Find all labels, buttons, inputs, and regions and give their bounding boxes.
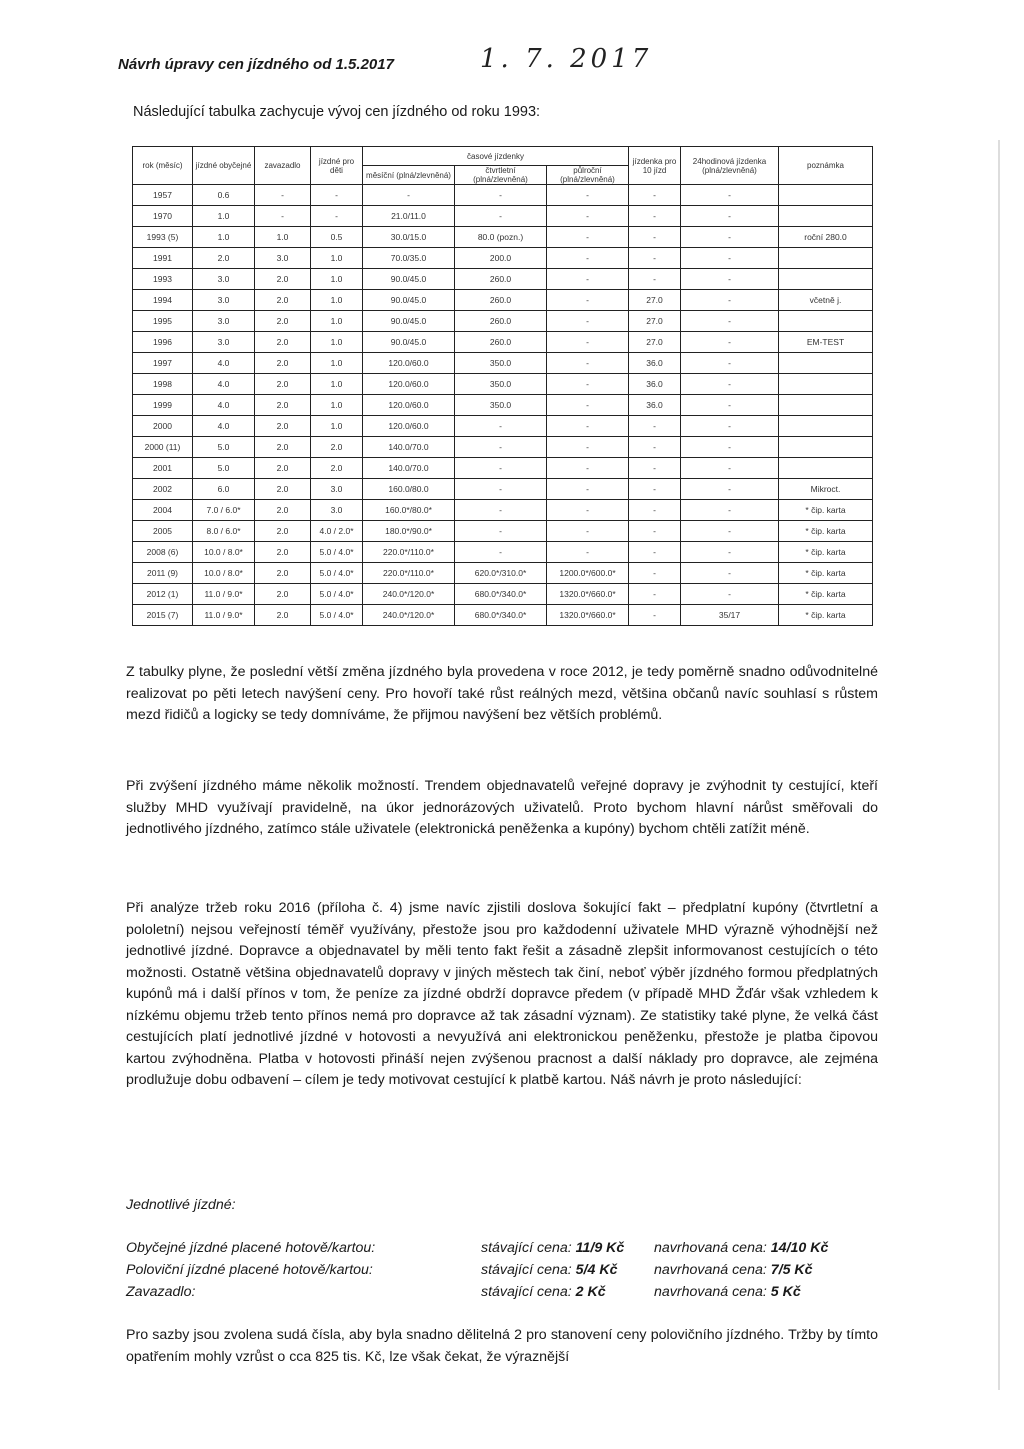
table-cell: 2012 (1): [133, 584, 193, 605]
fare-current: stávající cena: 2 Kč: [481, 1284, 606, 1300]
table-cell: -: [681, 479, 779, 500]
table-cell: -: [681, 311, 779, 332]
table-cell: 1.0: [311, 416, 363, 437]
table-cell: 1.0: [311, 332, 363, 353]
table-cell: 5.0 / 4.0*: [311, 563, 363, 584]
table-cell: -: [547, 206, 629, 227]
table-cell: -: [681, 227, 779, 248]
table-cell: [779, 311, 873, 332]
table-cell: 2.0: [255, 332, 311, 353]
table-cell: 200.0: [455, 248, 547, 269]
table-cell: -: [629, 458, 681, 479]
table-cell: 2.0: [255, 563, 311, 584]
table-cell: 1.0: [311, 395, 363, 416]
table-cell: -: [455, 458, 547, 479]
table-cell: -: [681, 437, 779, 458]
table-cell: 90.0/45.0: [363, 269, 455, 290]
fare-proposed: navrhovaná cena: 5 Kč: [654, 1284, 801, 1300]
table-cell: -: [455, 206, 547, 227]
table-row: [133, 353, 873, 374]
table-cell: 260.0: [455, 311, 547, 332]
table-cell: 2001: [133, 458, 193, 479]
table-cell: 0.6: [193, 185, 255, 206]
table-cell: [779, 269, 873, 290]
table-cell: 36.0: [629, 374, 681, 395]
table-cell: -: [311, 206, 363, 227]
table-cell: 90.0/45.0: [363, 311, 455, 332]
table-cell: 10.0 / 8.0*: [193, 542, 255, 563]
table-row: [133, 479, 873, 500]
table-cell: 3.0: [193, 311, 255, 332]
table-cell: 27.0: [629, 332, 681, 353]
table-cell: 35/17: [681, 605, 779, 626]
table-cell: -: [547, 248, 629, 269]
handwritten-date: 1. 7. 2017: [480, 44, 653, 74]
table-cell: 1996: [133, 332, 193, 353]
table-cell: 2.0: [255, 500, 311, 521]
table-cell: -: [455, 542, 547, 563]
table-cell: 2.0: [255, 353, 311, 374]
table-cell: 1999: [133, 395, 193, 416]
table-cell: 2.0: [193, 248, 255, 269]
table-cell: -: [629, 605, 681, 626]
table-cell: 1.0: [311, 269, 363, 290]
header-poznamka: poznámka: [779, 147, 873, 185]
table-cell: 36.0: [629, 395, 681, 416]
table-cell: 4.0 / 2.0*: [311, 521, 363, 542]
table-row: [133, 269, 873, 290]
table-cell: * čip. karta: [779, 500, 873, 521]
paragraph-3: Při analýze tržeb roku 2016 (příloha č. 4) jsme navíc zjistili doslova šokující fakt – předplatní kupóny (čtvrtletní a pololetní) nejsou veřejností téměř využívány, přestože jsou pro každodenní uživatele MHD výrazně výhodnější než jednotlivé jízdné. Dopravce a objednavatel by měli tento fakt řešit a zásadně zlepšit informovanost cestujících o této možnosti. Ostatně většina objednavatelů dopravy v jiných městech tak činí, neboť výběr jízdného formou předplatných kupónů má i další přínos v tom, že peníze za jízdné obdrží dopravce předem (v případě MHD Žďár však vzhledem k nízkému objemu tržeb tento přínos nemá pro dopravce až tak zásadní význam). Ze statistiky také plyne, že velká část cestujících platí jednotlivé jízdné v hotovosti a nevyužívá ani elektronickou peněženku, přestože je platba čipovou kartou zvýhodněna. Platba v hotovosti přináší nejen zvýšenou pracnost a další náklady pro dopravce, ale zejména prodlužuje dobu odbavení – cílem je tedy motivovat cestující k platbě kartou. Náš návrh je proto následující:: [126, 900, 878, 1088]
table-cell: -: [629, 437, 681, 458]
table-cell: 2011 (9): [133, 563, 193, 584]
table-cell: -: [311, 185, 363, 206]
table-cell: -: [547, 290, 629, 311]
table-cell: 1994: [133, 290, 193, 311]
table-cell: 2.0: [255, 374, 311, 395]
table-cell: 350.0: [455, 353, 547, 374]
table-cell: 1997: [133, 353, 193, 374]
table-row: [133, 311, 873, 332]
table-cell: -: [455, 479, 547, 500]
table-cell: -: [629, 227, 681, 248]
fare-current: stávající cena: 11/9 Kč: [481, 1240, 625, 1256]
table-cell: -: [681, 332, 779, 353]
table-cell: -: [547, 353, 629, 374]
table-cell: -: [681, 563, 779, 584]
table-cell: -: [629, 479, 681, 500]
table-cell: -: [681, 521, 779, 542]
table-cell: -: [681, 458, 779, 479]
header-pulrocni: půlroční (plná/zlevněná): [547, 166, 629, 185]
header-ctvrtletni: čtvrtletní (plná/zlevněná): [455, 166, 547, 185]
fare-name: Poloviční jízdné placené hotově/kartou:: [126, 1262, 373, 1278]
table-cell: -: [629, 563, 681, 584]
table-cell: 2005: [133, 521, 193, 542]
table-cell: -: [629, 500, 681, 521]
table-cell: 27.0: [629, 311, 681, 332]
table-cell: -: [681, 500, 779, 521]
table-cell: * čip. karta: [779, 521, 873, 542]
fare-table-body: [133, 185, 873, 626]
table-cell: 1957: [133, 185, 193, 206]
table-cell: 2.0: [255, 542, 311, 563]
document-heading: Návrh úpravy cen jízdného od 1.5.2017: [118, 56, 394, 73]
table-cell: 240.0*/120.0*: [363, 584, 455, 605]
paragraph-1: Z tabulky plyne, že poslední větší změna jízdného byla provedena v roce 2012, je tedy poměrně snadno odůvodnitelné realizovat po pěti letech navýšení ceny. Pro hovoří také růst reálných mezd, většina občanů navíc souhlasí s růstem mezd řidičů a logicky se tedy domníváme, že přijmou navýšení bez větších problémů.: [126, 664, 878, 723]
table-cell: -: [681, 248, 779, 269]
table-cell: [779, 248, 873, 269]
table-cell: 1991: [133, 248, 193, 269]
table-cell: -: [547, 227, 629, 248]
table-cell: 3.0: [311, 479, 363, 500]
closing-paragraph: Pro sazby jsou zvolena sudá čísla, aby byla snadno dělitelná 2 pro stanovení ceny polovičního jízdného. Tržby by tímto opatřením mohly vzrůst o cca 825 tis. Kč, lze však čekat, že výraznější: [126, 1327, 878, 1365]
table-cell: 160.0*/80.0*: [363, 500, 455, 521]
table-cell: 1993: [133, 269, 193, 290]
table-cell: 2.0: [255, 437, 311, 458]
table-cell: -: [547, 479, 629, 500]
table-cell: -: [547, 500, 629, 521]
table-cell: -: [547, 458, 629, 479]
table-cell: 2.0: [255, 584, 311, 605]
table-cell: 260.0: [455, 332, 547, 353]
table-cell: 2000 (11): [133, 437, 193, 458]
table-cell: -: [681, 269, 779, 290]
table-cell: -: [255, 185, 311, 206]
table-cell: -: [455, 521, 547, 542]
scan-edge-line: [998, 140, 1000, 1390]
table-cell: 8.0 / 6.0*: [193, 521, 255, 542]
table-cell: * čip. karta: [779, 563, 873, 584]
table-cell: [779, 206, 873, 227]
table-cell: [779, 437, 873, 458]
table-cell: -: [629, 248, 681, 269]
table-cell: [779, 353, 873, 374]
table-row: [133, 605, 873, 626]
table-cell: -: [547, 437, 629, 458]
table-cell: -: [681, 353, 779, 374]
header-casove: časové jízdenky: [363, 147, 629, 166]
table-cell: * čip. karta: [779, 605, 873, 626]
table-row: [133, 206, 873, 227]
table-cell: 3.0: [193, 290, 255, 311]
table-cell: -: [629, 584, 681, 605]
table-cell: 4.0: [193, 395, 255, 416]
table-cell: 350.0: [455, 374, 547, 395]
table-cell: 2.0: [311, 437, 363, 458]
table-cell: 1.0: [311, 311, 363, 332]
table-cell: 2.0: [255, 605, 311, 626]
fare-name: Obyčejné jízdné placené hotově/kartou:: [126, 1240, 376, 1256]
table-cell: 2015 (7): [133, 605, 193, 626]
table-cell: 11.0 / 9.0*: [193, 584, 255, 605]
table-cell: 4.0: [193, 416, 255, 437]
table-row: [133, 395, 873, 416]
table-cell: -: [455, 185, 547, 206]
table-cell: [779, 458, 873, 479]
table-cell: 120.0/60.0: [363, 395, 455, 416]
table-cell: [779, 185, 873, 206]
table-cell: 120.0/60.0: [363, 416, 455, 437]
header-mesicni: měsíční (plná/zlevněná): [363, 166, 455, 185]
table-cell: 220.0*/110.0*: [363, 563, 455, 584]
section-title: Jednotlivé jízdné:: [126, 1197, 236, 1213]
table-row: [133, 563, 873, 584]
table-cell: 680.0*/340.0*: [455, 605, 547, 626]
table-cell: 1.0: [193, 206, 255, 227]
table-cell: 5.0 / 4.0*: [311, 542, 363, 563]
table-cell: -: [547, 269, 629, 290]
table-cell: -: [547, 332, 629, 353]
table-cell: 5.0: [193, 437, 255, 458]
table-cell: -: [681, 290, 779, 311]
table-cell: 0.5: [311, 227, 363, 248]
table-row: [133, 248, 873, 269]
table-cell: 1.0: [311, 248, 363, 269]
table-row: [133, 458, 873, 479]
table-row: [133, 521, 873, 542]
table-cell: 1320.0*/660.0*: [547, 584, 629, 605]
table-cell: 1200.0*/600.0*: [547, 563, 629, 584]
table-cell: 3.0: [193, 332, 255, 353]
table-cell: -: [629, 206, 681, 227]
table-cell: -: [547, 185, 629, 206]
table-cell: -: [629, 269, 681, 290]
table-cell: 2.0: [255, 395, 311, 416]
table-cell: -: [629, 542, 681, 563]
table-cell: 4.0: [193, 353, 255, 374]
table-cell: 2004: [133, 500, 193, 521]
table-cell: [779, 395, 873, 416]
table-cell: -: [629, 521, 681, 542]
table-cell: 2.0: [255, 269, 311, 290]
paragraph-2: Při zvýšení jízdného máme několik možností. Trendem objednavatelů veřejné dopravy je zvýhodnit ty cestující, kteří služby MHD využívají pravidelně, na úkor jednorázových uživatelů. Proto bychom hlavní nárůst směřovali do jednotlivého jízdného, zatímco stále uživatele (elektronická peněženka a kupóny) bychom chtěli zatížit méně.: [126, 778, 878, 837]
table-row: [133, 500, 873, 521]
table-cell: 2.0: [255, 416, 311, 437]
table-cell: -: [629, 185, 681, 206]
fare-name: Zavazadlo:: [126, 1284, 196, 1300]
table-cell: 1.0: [193, 227, 255, 248]
table-row: [133, 185, 873, 206]
table-cell: 5.0 / 4.0*: [311, 605, 363, 626]
table-cell: 2002: [133, 479, 193, 500]
table-cell: 680.0*/340.0*: [455, 584, 547, 605]
table-cell: 2.0: [255, 290, 311, 311]
header-zavazadlo: zavazadlo: [255, 147, 311, 185]
fare-history-table: [132, 146, 873, 626]
table-cell: 220.0*/110.0*: [363, 542, 455, 563]
table-row: [133, 437, 873, 458]
table-cell: 350.0: [455, 395, 547, 416]
table-cell: 1.0: [311, 353, 363, 374]
header-rok: rok (měsíc): [133, 147, 193, 185]
table-cell: včetně j.: [779, 290, 873, 311]
table-cell: [779, 416, 873, 437]
table-cell: -: [547, 374, 629, 395]
table-cell: 1320.0*/660.0*: [547, 605, 629, 626]
table-cell: 160.0/80.0: [363, 479, 455, 500]
table-cell: 27.0: [629, 290, 681, 311]
table-cell: 1998: [133, 374, 193, 395]
table-cell: -: [629, 416, 681, 437]
table-cell: 80.0 (pozn.): [455, 227, 547, 248]
table-cell: 4.0: [193, 374, 255, 395]
fare-proposed: navrhovaná cena: 7/5 Kč: [654, 1262, 813, 1278]
table-cell: * čip. karta: [779, 584, 873, 605]
header-24hodinova: 24hodinová jízdenka (plná/zlevněná): [681, 147, 779, 185]
table-cell: [779, 374, 873, 395]
table-cell: -: [547, 542, 629, 563]
table-cell: 36.0: [629, 353, 681, 374]
table-cell: 2008 (6): [133, 542, 193, 563]
fare-proposed: navrhovaná cena: 14/10 Kč: [654, 1240, 829, 1256]
table-cell: -: [681, 374, 779, 395]
table-cell: 1995: [133, 311, 193, 332]
table-cell: 1.0: [255, 227, 311, 248]
table-cell: -: [681, 206, 779, 227]
table-cell: 2.0: [255, 521, 311, 542]
table-cell: 1970: [133, 206, 193, 227]
table-cell: -: [547, 311, 629, 332]
table-cell: -: [547, 395, 629, 416]
table-cell: 7.0 / 6.0*: [193, 500, 255, 521]
table-cell: 2000: [133, 416, 193, 437]
table-cell: 2.0: [255, 458, 311, 479]
fare-current: stávající cena: 5/4 Kč: [481, 1262, 618, 1278]
table-cell: 5.0 / 4.0*: [311, 584, 363, 605]
table-cell: 140.0/70.0: [363, 458, 455, 479]
table-cell: -: [547, 416, 629, 437]
table-cell: 2.0: [255, 479, 311, 500]
table-cell: 240.0*/120.0*: [363, 605, 455, 626]
table-cell: 140.0/70.0: [363, 437, 455, 458]
table-cell: -: [547, 521, 629, 542]
table-cell: 260.0: [455, 269, 547, 290]
table-cell: 10.0 / 8.0*: [193, 563, 255, 584]
table-cell: 620.0*/310.0*: [455, 563, 547, 584]
table-row: [133, 542, 873, 563]
table-cell: -: [455, 437, 547, 458]
table-cell: 1993 (5): [133, 227, 193, 248]
table-cell: -: [681, 584, 779, 605]
table-cell: Mikroct.: [779, 479, 873, 500]
table-row: [133, 584, 873, 605]
table-cell: -: [681, 416, 779, 437]
intro-text: Následující tabulka zachycuje vývoj cen jízdného od roku 1993:: [133, 104, 541, 120]
table-cell: * čip. karta: [779, 542, 873, 563]
table-row: [133, 227, 873, 248]
table-cell: 120.0/60.0: [363, 374, 455, 395]
table-cell: 2.0: [311, 458, 363, 479]
table-row: [133, 374, 873, 395]
table-cell: 30.0/15.0: [363, 227, 455, 248]
table-cell: 260.0: [455, 290, 547, 311]
table-cell: 3.0: [311, 500, 363, 521]
table-cell: 120.0/60.0: [363, 353, 455, 374]
table-cell: 5.0: [193, 458, 255, 479]
table-cell: 70.0/35.0: [363, 248, 455, 269]
table-cell: 21.0/11.0: [363, 206, 455, 227]
header-jizdne-obycejne: jízdné obyčejné: [193, 147, 255, 185]
table-cell: 1.0: [311, 290, 363, 311]
header-jizdne-deti: jízdné pro děti: [311, 147, 363, 185]
table-cell: -: [681, 542, 779, 563]
table-cell: 3.0: [193, 269, 255, 290]
table-cell: EM-TEST: [779, 332, 873, 353]
table-row: [133, 290, 873, 311]
header-jizdenka10: jízdenka pro 10 jízd: [629, 147, 681, 185]
table-cell: 90.0/45.0: [363, 290, 455, 311]
table-cell: 1.0: [311, 374, 363, 395]
table-cell: 2.0: [255, 311, 311, 332]
table-cell: -: [363, 185, 455, 206]
table-cell: 3.0: [255, 248, 311, 269]
table-cell: 180.0*/90.0*: [363, 521, 455, 542]
table-cell: 90.0/45.0: [363, 332, 455, 353]
table-cell: -: [255, 206, 311, 227]
table-cell: -: [681, 395, 779, 416]
table-cell: 6.0: [193, 479, 255, 500]
table-cell: -: [455, 416, 547, 437]
table-cell: 11.0 / 9.0*: [193, 605, 255, 626]
table-row: [133, 332, 873, 353]
table-cell: -: [681, 185, 779, 206]
table-cell: -: [455, 500, 547, 521]
table-row: [133, 416, 873, 437]
table-cell: roční 280.0: [779, 227, 873, 248]
